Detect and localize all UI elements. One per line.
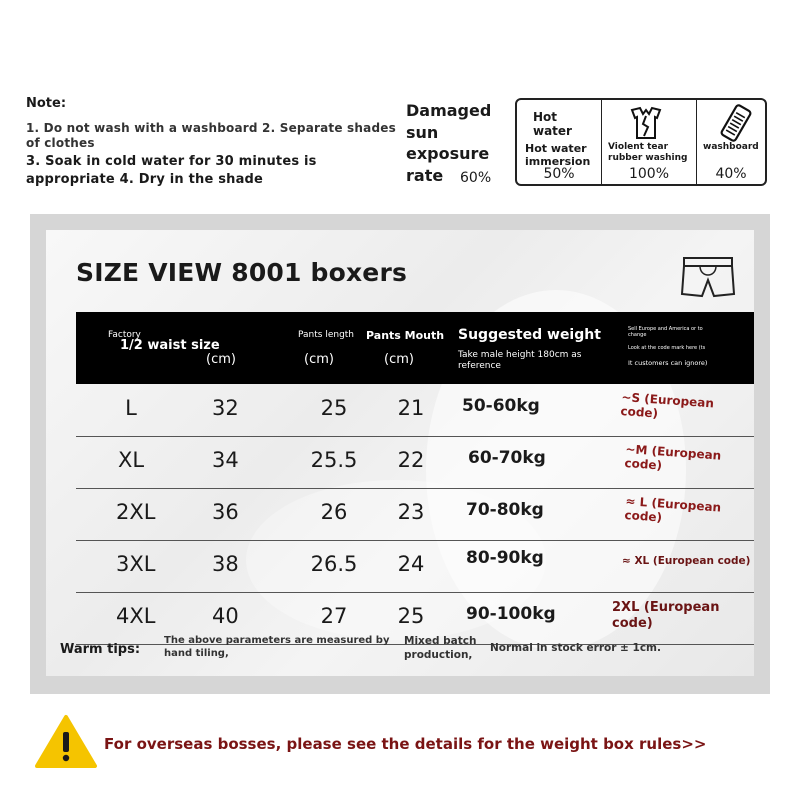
cell-waist: 36 (212, 500, 239, 524)
tips-text-2: Mixed batch production, (404, 635, 477, 661)
cell-eu-code: ≈ XL (European code) (622, 555, 751, 567)
cell-mouth: 23 (397, 500, 425, 524)
header-eu-note-3: It customers can ignore) (628, 359, 708, 367)
tips-label: Warm tips: (60, 642, 141, 657)
cell-waist: 40 (212, 604, 239, 628)
header-length: Pants length (298, 330, 355, 340)
cell-weight: 60-70kg (468, 448, 546, 468)
table-row (76, 436, 754, 489)
cell-weight: 70-80kg (466, 500, 544, 520)
note-line-1: 1. Do not wash with a washboard 2. Separate shades of clothes (26, 121, 396, 150)
header-eu-note-1: Sell Europe and America or to change (628, 326, 703, 338)
table-header (76, 312, 754, 384)
cell-waist: 38 (212, 552, 239, 576)
cell-mouth: 24 (397, 552, 425, 576)
washboard-caption: washboard (703, 142, 759, 152)
damage-label: Damaged sun exposure rate (406, 101, 492, 185)
header-waist-unit: (cm) (206, 352, 236, 367)
cell-length: 25.5 (310, 448, 358, 472)
damage-value: 60% (460, 170, 492, 186)
cell-length: 25 (320, 396, 348, 420)
size-chart-card (46, 230, 754, 676)
cell-length: 27 (320, 604, 348, 628)
wash-cell-hot-water (517, 100, 602, 184)
washboard-pct: 40% (715, 166, 747, 182)
cell-mouth: 22 (397, 448, 425, 472)
hot-water-pct: 50% (543, 166, 575, 182)
note-line-2: 3. Soak in cold water for 30 minutes is appropriate 4. Dry in the shade (26, 154, 317, 187)
wash-damage-table (515, 98, 767, 186)
cell-waist: 34 (212, 448, 239, 472)
cell-mouth: 25 (397, 604, 425, 628)
header-factory: Factory (108, 330, 141, 340)
cell-size: L (125, 396, 137, 420)
cell-size: 2XL (116, 500, 156, 524)
size-chart-panel (30, 214, 770, 694)
boxer-briefs-icon (678, 254, 738, 300)
wash-cell-washboard (697, 100, 765, 184)
table-row (76, 488, 754, 541)
header-waist: 1/2 waist size (120, 338, 220, 353)
header-mouth-unit: (cm) (384, 352, 414, 367)
cell-size: XL (117, 448, 145, 472)
cell-mouth: 21 (397, 396, 425, 420)
header-weight-note: Take male height 180cm as reference (458, 350, 582, 371)
hot-water-title: Hot water (533, 110, 572, 138)
header-eu-note-2: Look at the code mark here (ts (628, 345, 706, 351)
tear-caption: Violent tear rubber washing (608, 142, 688, 163)
cell-weight: 50-60kg (462, 396, 540, 416)
note-title: Note: (26, 96, 67, 111)
tips-text-1: The above parameters are measured by hand tiling, (164, 635, 390, 659)
cell-weight: 90-100kg (466, 604, 556, 624)
cell-waist: 32 (212, 396, 239, 420)
washboard-icon (719, 104, 753, 142)
size-chart-title: SIZE VIEW 8001 boxers (76, 258, 408, 287)
tear-pct: 100% (628, 166, 670, 182)
cell-eu-code: ≈ L (European code) (624, 494, 722, 525)
cell-weight: 80-90kg (466, 548, 544, 568)
header-weight: Suggested weight (458, 327, 601, 343)
overseas-notice-link[interactable]: For overseas bosses, please see the details for the weight box rules>> (104, 735, 707, 753)
hot-water-subtitle: Hot water immersion (525, 142, 591, 168)
torn-shirt-icon (628, 106, 664, 140)
wash-cell-tear (602, 100, 697, 184)
cell-eu-code: ~M (European code) (624, 442, 722, 473)
care-note (26, 96, 396, 189)
warning-icon (34, 714, 98, 770)
cell-size: 3XL (116, 552, 156, 576)
cell-length: 26.5 (310, 552, 358, 576)
cell-length: 26 (320, 500, 348, 524)
header-length-unit: (cm) (304, 352, 334, 367)
tips-text-3: Normal in stock error ± 1cm. (490, 642, 661, 654)
table-row (76, 540, 754, 593)
cell-size: 4XL (116, 604, 156, 628)
cell-eu-code: ~S (European code) (620, 390, 715, 421)
header-mouth: Pants Mouth (366, 329, 445, 342)
cell-eu-code: 2XL (European code) (612, 600, 720, 631)
table-row (76, 384, 754, 437)
